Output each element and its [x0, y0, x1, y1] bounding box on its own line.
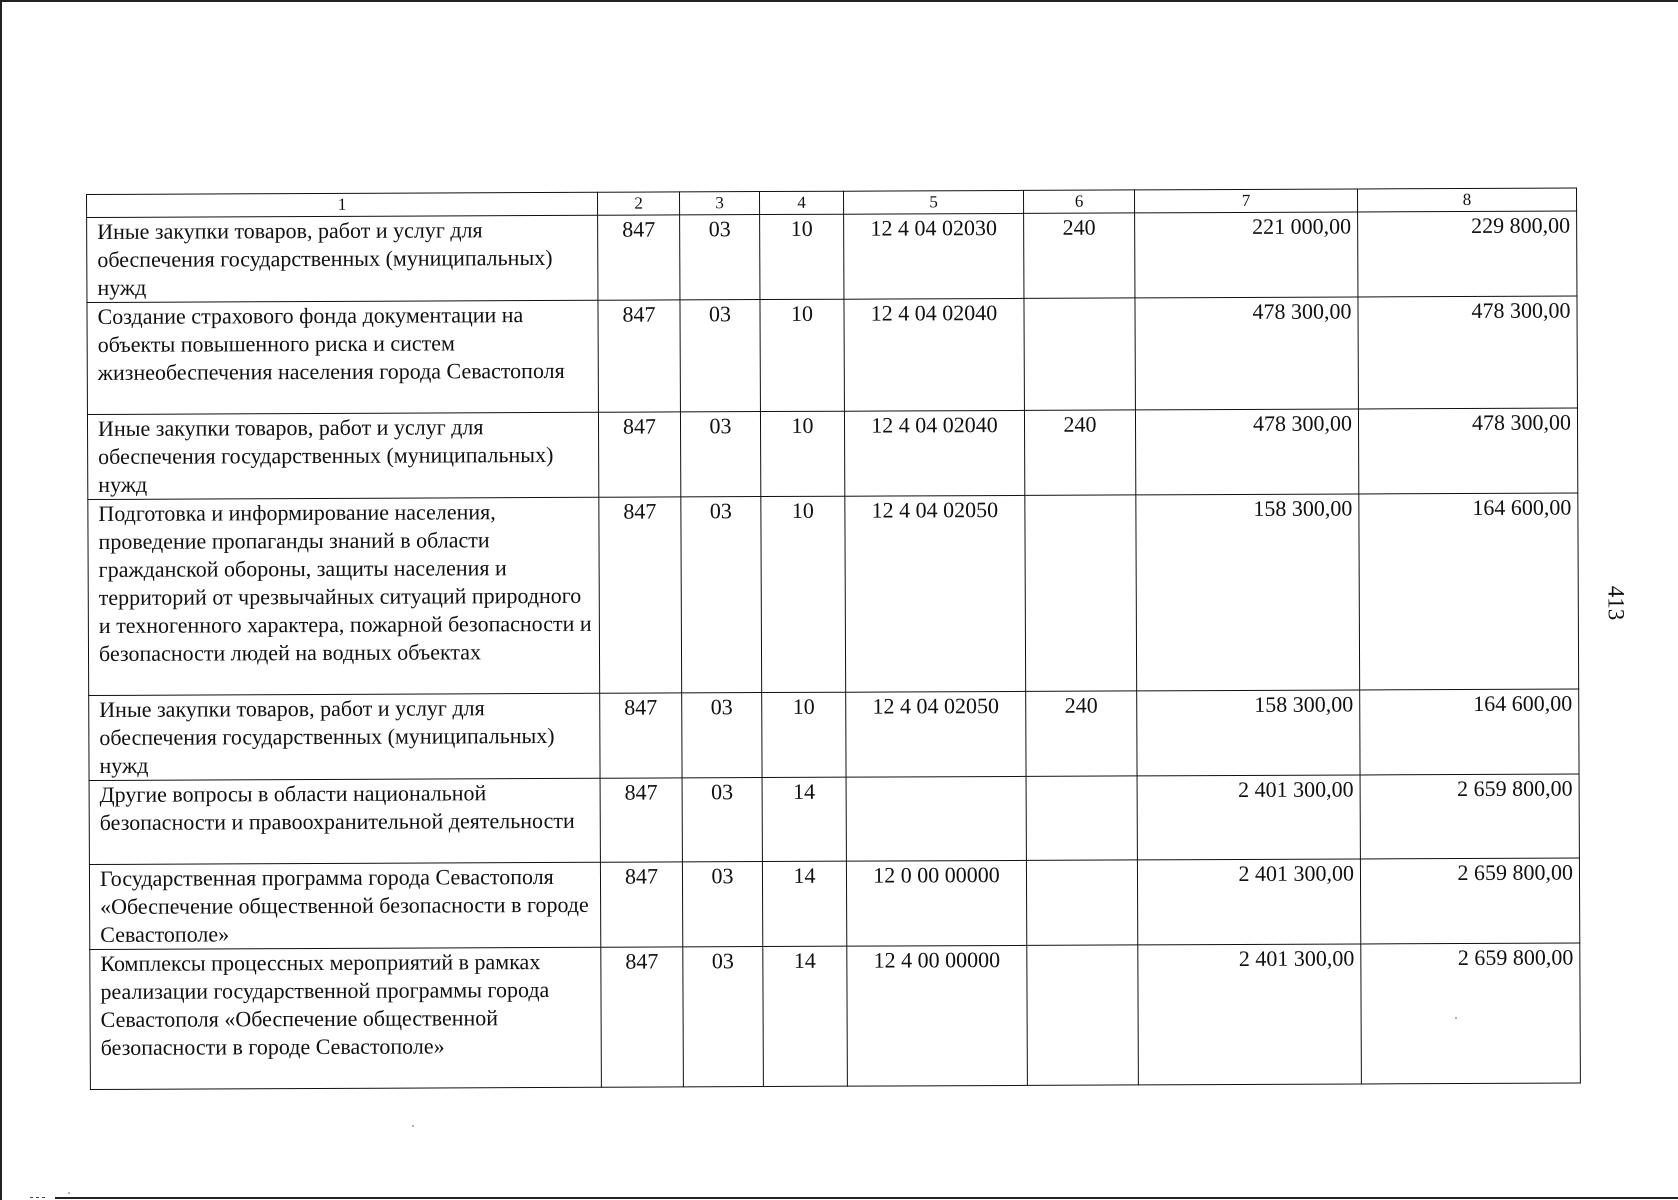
row-department-code-cell: 847: [600, 693, 682, 778]
row-target-article-cell: 12 4 04 02040: [844, 410, 1024, 496]
row-department-code-cell: 847: [598, 300, 680, 412]
table-row: [87, 296, 1577, 415]
row-name-cell: Другие вопросы в области национальной безопасности и правоохранительной деятельности: [89, 778, 600, 864]
table-row: [89, 774, 1579, 865]
page-number: 413: [1603, 585, 1629, 621]
row-subsection-code-cell: 10: [760, 214, 844, 299]
row-name-cell: Создание страхового фонда документации на объекты повышенного риска и систем жизнеобеспечения населения города Севастополя: [87, 300, 598, 414]
row-department-code-cell: 847: [601, 947, 684, 1087]
row-target-article-cell: 12 0 00 00000: [846, 860, 1026, 946]
row-department-code-cell: 847: [600, 778, 682, 862]
row-expense-type-cell: 240: [1024, 410, 1135, 495]
table-row: [89, 689, 1579, 781]
row-amount-year1-cell: 158 300,00: [1136, 494, 1360, 691]
row-expense-type-cell: [1026, 860, 1137, 945]
row-expense-type-cell: [1025, 495, 1137, 691]
row-subsection-code-cell: 10: [762, 692, 846, 777]
row-expense-type-cell: [1026, 776, 1137, 860]
column-number-3: 3: [679, 192, 759, 215]
row-section-code-cell: 03: [682, 778, 762, 862]
table-body: [87, 188, 1581, 1089]
row-amount-year1-cell: 2 401 300,00: [1137, 775, 1360, 860]
row-section-code-cell: 03: [681, 497, 762, 693]
column-number-1: 1: [87, 192, 598, 217]
scan-border-bottom-dashes: [30, 1197, 48, 1198]
row-section-code-cell: 03: [682, 693, 762, 778]
table-row: [88, 493, 1579, 695]
row-target-article-cell: 12 4 04 02040: [844, 298, 1024, 411]
row-amount-year1-cell: 2 401 300,00: [1138, 944, 1362, 1085]
row-name-cell: Государственная программа города Севастополя «Обеспечение общественной безопасности в городе Севастополе»: [89, 862, 600, 949]
row-amount-year2-cell: 2 659 800,00: [1360, 774, 1579, 859]
row-amount-year1-cell: 478 300,00: [1135, 409, 1358, 495]
row-amount-year2-cell: 478 300,00: [1358, 296, 1577, 409]
row-amount-year2-cell: 229 800,00: [1358, 211, 1577, 297]
row-name-cell: Комплексы процессных мероприятий в рамках реализации государственной программы города Севастополя «Обеспечение общественной безопасности в городе Севастополе»: [90, 947, 602, 1089]
row-amount-year2-cell: 2 659 800,00: [1361, 943, 1581, 1084]
row-target-article-cell: 12 4 00 00000: [847, 945, 1028, 1086]
budget-table: [86, 187, 1581, 1089]
row-amount-year1-cell: 158 300,00: [1137, 690, 1360, 776]
row-section-code-cell: 03: [680, 215, 760, 300]
row-department-code-cell: 847: [599, 497, 682, 693]
row-amount-year2-cell: 164 600,00: [1359, 493, 1579, 690]
scan-border-left: [0, 0, 2, 1200]
row-name-cell: Иные закупки товаров, работ и услуг для обеспечения государственных (муниципальных) нужд: [87, 412, 598, 499]
table-row: [89, 858, 1579, 950]
row-expense-type-cell: 240: [1024, 213, 1135, 298]
scan-speck: [68, 1192, 70, 1194]
column-number-7: 7: [1134, 189, 1357, 213]
row-amount-year2-cell: 164 600,00: [1360, 689, 1579, 775]
table-row: [87, 408, 1577, 500]
row-name-cell: Иные закупки товаров, работ и услуг для обеспечения государственных (муниципальных) нужд: [87, 215, 598, 302]
row-name-cell: Подготовка и информирование населения, проведение пропаганды знаний в области гражданской обороны, защиты населения и территорий от чрезвычайных ситуаций природного и техногенного характера, пожарной безопасности и безопасности людей на водных объектах: [88, 497, 600, 695]
row-amount-year1-cell: 2 401 300,00: [1137, 859, 1360, 945]
scan-border-top: [0, 0, 1678, 2]
column-number-5: 5: [843, 190, 1023, 214]
row-target-article-cell: 12 4 04 02030: [844, 213, 1024, 299]
row-department-code-cell: 847: [600, 862, 682, 947]
row-section-code-cell: 03: [682, 862, 762, 947]
row-expense-type-cell: [1024, 298, 1135, 410]
scan-border-bottom: [55, 1197, 1678, 1199]
row-name-cell: Иные закупки товаров, работ и услуг для обеспечения государственных (муниципальных) нужд: [89, 693, 600, 780]
row-target-article-cell: [846, 776, 1026, 861]
table-row: [87, 211, 1577, 303]
column-number-8: 8: [1357, 188, 1576, 212]
row-section-code-cell: 03: [680, 412, 760, 497]
row-amount-year2-cell: 478 300,00: [1358, 408, 1577, 494]
row-expense-type-cell: [1027, 945, 1139, 1085]
column-number-4: 4: [759, 191, 843, 214]
row-amount-year1-cell: 478 300,00: [1135, 297, 1358, 410]
row-subsection-code-cell: 14: [762, 777, 846, 861]
row-section-code-cell: 03: [683, 947, 764, 1087]
row-department-code-cell: 847: [598, 215, 680, 300]
row-amount-year2-cell: 2 659 800,00: [1360, 858, 1579, 944]
row-subsection-code-cell: 10: [761, 496, 846, 692]
column-number-6: 6: [1023, 190, 1134, 213]
row-expense-type-cell: 240: [1026, 691, 1137, 776]
row-subsection-code-cell: 14: [763, 946, 848, 1086]
column-number-2: 2: [597, 192, 679, 215]
row-amount-year1-cell: 221 000,00: [1135, 212, 1358, 298]
row-target-article-cell: 12 4 04 02050: [846, 691, 1026, 777]
row-subsection-code-cell: 10: [760, 411, 844, 496]
row-subsection-code-cell: 14: [762, 861, 846, 946]
row-target-article-cell: 12 4 04 02050: [845, 495, 1026, 692]
row-section-code-cell: 03: [680, 300, 760, 412]
row-subsection-code-cell: 10: [760, 299, 844, 411]
scan-speck: [412, 1125, 414, 1127]
row-department-code-cell: 847: [598, 412, 680, 497]
table-row: [90, 943, 1581, 1089]
